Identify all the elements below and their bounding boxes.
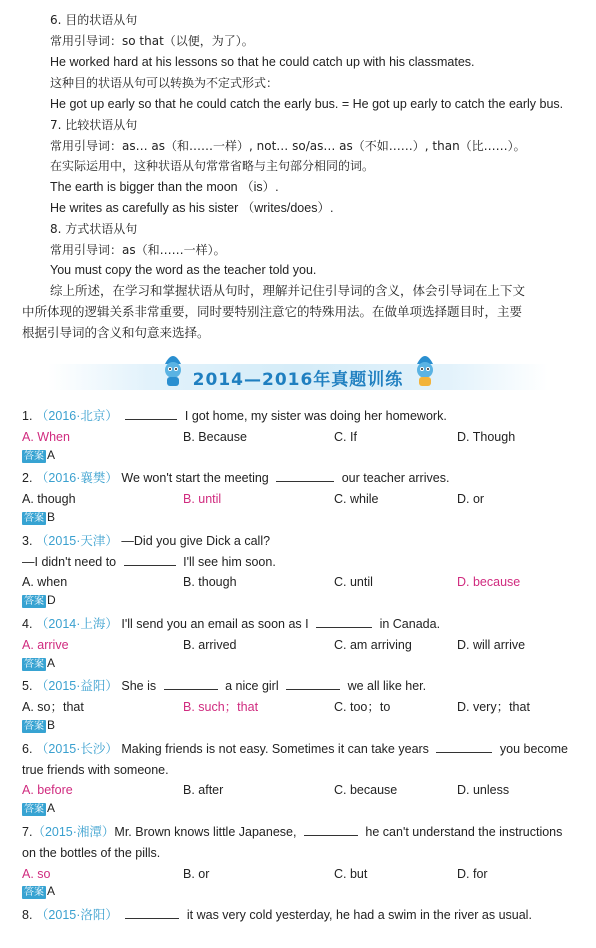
option-a: A. so [22, 867, 51, 881]
answer-row [22, 884, 55, 899]
question-text: we all like her. [347, 679, 427, 693]
question-text: he can't understand the instructions [365, 825, 563, 839]
option-c: C. If [334, 430, 357, 444]
section-6-title: 6. 目的状语从句 [50, 13, 138, 27]
answer-blank [286, 678, 340, 690]
question-text: our teacher arrives. [341, 471, 450, 485]
option-a: A. arrive [22, 638, 69, 652]
option-b: B. Because [183, 430, 247, 444]
answer-blank [436, 741, 492, 753]
section-7-example-1: The earth is bigger than the moon （is）. [50, 180, 279, 194]
answer-value: A [47, 884, 56, 898]
answer-tag: 答案 [24, 804, 44, 815]
answer-row [22, 801, 55, 816]
answer-row [22, 593, 56, 608]
question-3-line-2 [22, 554, 276, 570]
option-c: C. because [334, 783, 398, 797]
section-7-conjunctions: 常用引导词：as… as（和……一样）, not… so/as… as（不如……）, than（比……）。 [50, 139, 526, 153]
question-text: —I didn't need to [22, 555, 117, 569]
question-text: I got home, my sister was doing her homework. [184, 409, 447, 423]
answer-tag: 答案 [24, 659, 44, 670]
option-c: C. but [334, 867, 368, 881]
answer-row [22, 718, 55, 733]
question-text: We won't start the meeting [121, 471, 269, 485]
question-number: 7. [22, 825, 33, 839]
answer-row [22, 656, 55, 671]
answer-blank [316, 616, 372, 628]
question-6-line-2: true friends with someone. [22, 763, 169, 777]
question-text: Making friends is not easy. Sometimes it can take years [121, 742, 429, 756]
answer-blank [304, 824, 358, 836]
cartoon-mascot-icon [160, 350, 186, 390]
option-a: A. When [22, 430, 70, 444]
answer-row [22, 510, 55, 525]
question-number: 4. [22, 617, 33, 631]
section-banner [48, 364, 548, 390]
option-d: D. or [457, 492, 485, 506]
option-d: D. very；that [457, 700, 530, 714]
option-a: A. though [22, 492, 76, 506]
option-d: D. unless [457, 783, 510, 797]
question-2-stem [22, 470, 449, 486]
option-b: B. or [183, 867, 210, 881]
question-3-stem [22, 533, 270, 549]
question-text: She is [121, 679, 157, 693]
question-source: （2016·北京） [35, 409, 118, 423]
option-c: C. until [334, 575, 373, 589]
question-6-stem [22, 741, 568, 757]
section-7-title: 7. 比较状语从句 [50, 118, 138, 132]
answer-row [22, 448, 55, 463]
option-b: B. arrived [183, 638, 237, 652]
section-7-note: 在实际运用中，这种状语从句常常省略与主句部分相同的词。 [50, 159, 375, 173]
question-source: （2015·益阳） [35, 679, 118, 693]
answer-blank [276, 470, 334, 482]
question-number: 5. [22, 679, 33, 693]
question-text: I'll send you an email as soon as I [121, 617, 309, 631]
question-number: 2. [22, 471, 33, 485]
option-d: D. for [457, 867, 488, 881]
question-7-stem [22, 824, 562, 840]
answer-value: B [47, 510, 56, 524]
question-source: （2015·湘潭） [32, 825, 115, 839]
question-text: I'll see him soon. [183, 555, 276, 569]
answer-value: A [47, 801, 56, 815]
question-number: 1. [22, 409, 33, 423]
answer-tag: 答案 [24, 451, 44, 462]
answer-blank [124, 554, 176, 566]
answer-value: D [47, 593, 56, 607]
option-c: C. am arriving [334, 638, 412, 652]
question-5-stem [22, 678, 426, 694]
question-number: 6. [22, 742, 33, 756]
option-b: B. though [183, 575, 237, 589]
section-6-example-1: He worked hard at his lessons so that he could catch up with his classmates. [50, 55, 475, 69]
summary-line-2: 中所体现的逻辑关系非常重要，同时要特别注意它的特殊用法。在做单项选择题目时，主要 [22, 304, 523, 319]
question-source: （2014·上海） [35, 617, 118, 631]
section-6-conjunctions: 常用引导词：so that（以便，为了）。 [50, 34, 254, 48]
summary-line-1: 综上所述，在学习和掌握状语从句时，理解并记住引导词的含义，体会引导词在上下文 [50, 283, 526, 298]
question-source: （2015·洛阳） [35, 908, 118, 922]
summary-line-3: 根据引导词的含义和句意来选择。 [22, 325, 210, 340]
option-c: C. too；to [334, 700, 391, 714]
option-a: A. before [22, 783, 73, 797]
question-number: 3. [22, 534, 33, 548]
section-7-example-2: He writes as carefully as his sister （writes/does）. [50, 201, 334, 215]
option-d: D. because [457, 575, 521, 589]
question-text: you become [499, 742, 569, 756]
question-source: （2016·襄樊） [35, 471, 118, 485]
question-1-stem [22, 408, 447, 424]
question-7-line-2: on the bottles of the pills. [22, 846, 161, 860]
answer-value: A [47, 448, 56, 462]
section-8-example-1: You must copy the word as the teacher told you. [50, 263, 317, 277]
option-c: C. while [334, 492, 379, 506]
answer-tag: 答案 [24, 513, 44, 524]
section-8-conjunctions: 常用引导词：as（和……一样）。 [50, 243, 226, 257]
option-d: D. will arrive [457, 638, 526, 652]
answer-tag: 答案 [24, 887, 44, 898]
question-text: it was very cold yesterday, he had a swim in the river as usual. [186, 908, 532, 922]
section-8-title: 8. 方式状语从句 [50, 222, 138, 236]
option-a: A. when [22, 575, 68, 589]
answer-value: A [47, 656, 56, 670]
question-number: 8. [22, 908, 33, 922]
answer-tag: 答案 [24, 721, 44, 732]
banner-title: 2014—2016年真题训练 [192, 370, 404, 390]
option-d: D. Though [457, 430, 516, 444]
answer-blank [125, 408, 177, 420]
question-text: a nice girl [225, 679, 279, 693]
answer-blank [125, 907, 179, 919]
question-source: （2015·长沙） [35, 742, 118, 756]
section-6-note: 这种目的状语从句可以转换为不定式形式： [50, 76, 279, 90]
question-text: in Canada. [379, 617, 441, 631]
question-8-stem [22, 907, 532, 923]
option-b: B. after [183, 783, 224, 797]
cartoon-mascot-icon [412, 350, 438, 390]
section-6-example-2: He got up early so that he could catch the early bus. = He got up early to catch the early bus. [50, 97, 564, 111]
question-source: （2015·天津） [35, 534, 118, 548]
question-text: Mr. Brown knows little Japanese, [114, 825, 297, 839]
question-4-stem [22, 616, 440, 632]
option-a: A. so；that [22, 700, 84, 714]
option-b: B. such；that [183, 700, 259, 714]
answer-blank [164, 678, 218, 690]
option-b: B. until [183, 492, 222, 506]
answer-tag: 答案 [24, 596, 44, 607]
question-text: —Did you give Dick a call? [121, 534, 271, 548]
answer-value: B [47, 718, 56, 732]
